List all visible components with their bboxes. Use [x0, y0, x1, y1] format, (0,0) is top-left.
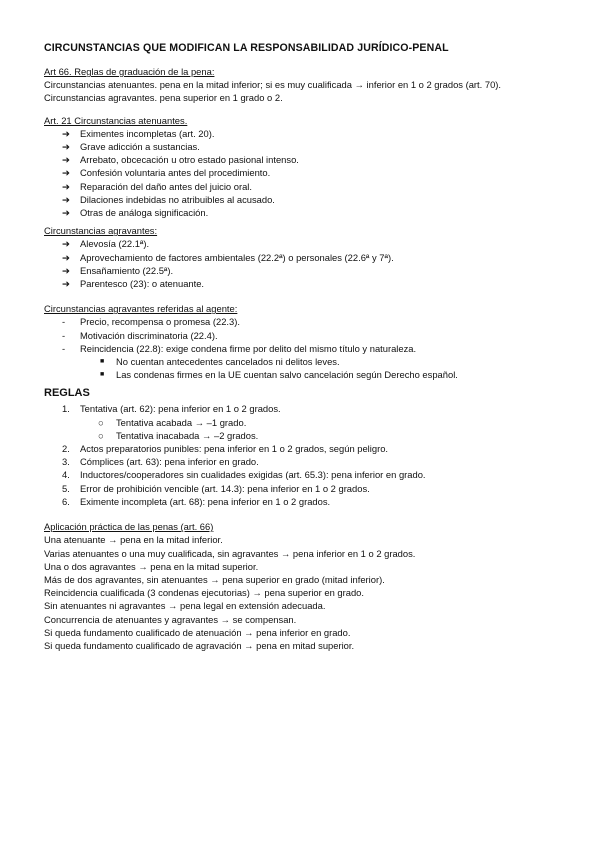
- list-item: [44, 468, 564, 481]
- art66-section: [44, 65, 564, 105]
- arrow-bullet-icon: ➔: [62, 207, 70, 219]
- list-item-text: No cuentan antecedentes cancelados ni delitos leves.: [116, 356, 340, 368]
- aplicacion-line: Si queda fundamento cualificado de atenuación → pena inferior en grado.: [44, 626, 351, 638]
- list-number: 4.: [62, 469, 70, 481]
- list-item-text: Parentesco (23): o atenuante.: [80, 278, 205, 290]
- arrow-bullet-icon: ➔: [62, 141, 70, 153]
- list-item-text: Ensañamiento (22.5ª).: [80, 264, 174, 276]
- aplicacion-line: Varias atenuantes o una muy cualificada, sin agravantes → pena inferior en 1 o 2 grados.: [44, 547, 416, 559]
- arrow-bullet-icon: ➔: [62, 180, 70, 192]
- agente-heading: Circunstancias agravantes referidas al agente:: [44, 303, 238, 315]
- list-number: 6.: [62, 495, 70, 507]
- arrow-bullet-icon: ➔: [62, 238, 70, 250]
- list-item-text: Confesión voluntaria antes del procedimiento.: [80, 167, 271, 179]
- arrow-bullet-icon: ➔: [62, 154, 70, 166]
- list-number: 5.: [62, 482, 70, 494]
- list-item-text: Eximente incompleta (art. 68): pena inferior en 1 o 2 grados.: [80, 495, 331, 507]
- list-item: [44, 455, 564, 468]
- list-item-text: Dilaciones indebidas no atribuibles al acusado.: [80, 193, 275, 205]
- reincidencia-sublist: [44, 355, 564, 381]
- dash-bullet-icon: -: [62, 342, 66, 354]
- dash-bullet-icon: -: [62, 329, 66, 341]
- aplicacion-line: Una atenuante → pena en la mitad inferior.: [44, 534, 223, 546]
- list-number: 2.: [62, 443, 70, 455]
- list-item-text: Actos preparatorios punibles: pena inferior en 1 o 2 grados, según peligro.: [80, 443, 389, 455]
- list-item: [44, 429, 564, 442]
- list-item: [44, 237, 564, 250]
- art66-line: Circunstancias atenuantes. pena en la mitad inferior; si es muy cualificada → inferior en 1 o 2 grados (art. 70).: [44, 79, 502, 91]
- list-item: [44, 206, 564, 219]
- atenuantes-list: [44, 127, 564, 219]
- aplicacion-line: Sin atenuantes ni agravantes → pena legal en extensión adecuada.: [44, 600, 326, 612]
- list-item: [44, 482, 564, 495]
- aplicacion-line: Reincidencia cualificada (3 condenas ejecutorias) → pena superior en grado.: [44, 587, 364, 599]
- list-item: [44, 368, 564, 381]
- aplicacion-line: Concurrencia de atenuantes y agravantes → se compensan.: [44, 613, 297, 625]
- list-item-text: Cómplices (art. 63): pena inferior en grado.: [80, 456, 259, 468]
- square-bullet-icon: ■: [100, 371, 105, 379]
- list-item-text: Otras de análoga significación.: [80, 207, 209, 219]
- list-item: [44, 251, 564, 264]
- list-item: [44, 127, 564, 140]
- list-item-text: Eximentes incompletas (art. 20).: [80, 127, 215, 139]
- list-item-text: Precio, recompensa o promesa (22.3).: [80, 316, 240, 328]
- art21-heading: Art. 21 Circunstancias atenuantes.: [44, 114, 188, 126]
- list-number: 1.: [62, 403, 70, 415]
- aplicacion-line: Una o dos agravantes → pena en la mitad superior.: [44, 560, 259, 572]
- list-number: 3.: [62, 456, 70, 468]
- agente-section: [44, 302, 564, 381]
- list-item: [44, 140, 564, 153]
- list-item-text: Tentativa acabada → –1 grado.: [116, 416, 247, 428]
- list-item-text: Tentativa inacabada → –2 grados.: [116, 429, 259, 441]
- list-item: [44, 193, 564, 206]
- aplicacion-line: Si queda fundamento cualificado de agravación → pena en mitad superior.: [44, 639, 355, 651]
- list-item: [44, 402, 564, 415]
- list-item-text: Reincidencia (22.8): exige condena firme por delito del mismo título y naturaleza.: [80, 342, 417, 354]
- reglas-list-continued: [44, 442, 564, 508]
- arrow-bullet-icon: ➔: [62, 278, 70, 290]
- list-item-text: Tentativa (art. 62): pena inferior en 1 o 2 grados.: [80, 403, 281, 415]
- arrow-bullet-icon: ➔: [62, 193, 70, 205]
- aplicacion-section: [44, 520, 564, 652]
- list-item: [44, 416, 564, 429]
- list-item: [44, 180, 564, 193]
- list-item-text: Grave adicción a sustancias.: [80, 141, 200, 153]
- list-item-text: Motivación discriminatoria (22.4).: [80, 329, 218, 341]
- circle-bullet-icon: ○: [98, 416, 104, 428]
- agravantes-list: [44, 237, 564, 290]
- list-item-text: Inductores/cooperadores sin cualidades exigidas (art. 65.3): pena inferior en grado.: [80, 469, 426, 481]
- art66-line: Circunstancias agravantes. pena superior en 1 grado o 2.: [44, 92, 283, 104]
- tentativa-sublist: [44, 416, 564, 442]
- agente-list: [44, 315, 564, 355]
- reglas-section: [44, 387, 564, 508]
- square-bullet-icon: ■: [100, 358, 105, 366]
- aplicacion-heading: Aplicación práctica de las penas (art. 66): [44, 521, 214, 533]
- list-item: [44, 315, 564, 328]
- list-item: [44, 442, 564, 455]
- list-item-text: Arrebato, obcecación u otro estado pasional intenso.: [80, 154, 299, 166]
- document-title: CIRCUNSTANCIAS QUE MODIFICAN LA RESPONSABILIDAD JURÍDICO-PENAL: [44, 42, 449, 54]
- art21-section: [44, 114, 564, 220]
- arrow-bullet-icon: ➔: [62, 251, 70, 263]
- reglas-list: [44, 402, 564, 415]
- list-item-text: Error de prohibición vencible (art. 14.3): pena inferior en 1 o 2 grados.: [80, 482, 370, 494]
- list-item: [44, 355, 564, 368]
- list-item: [44, 166, 564, 179]
- agravantes-section: [44, 224, 564, 290]
- list-item: [44, 329, 564, 342]
- dash-bullet-icon: -: [62, 316, 66, 328]
- list-item: [44, 342, 564, 355]
- list-item-text: Aprovechamiento de factores ambientales (22.2ª) o personales (22.6ª y 7ª).: [80, 251, 394, 263]
- art66-heading: Art 66. Reglas de graduación de la pena:: [44, 66, 215, 77]
- list-item: [44, 495, 564, 508]
- arrow-bullet-icon: ➔: [62, 264, 70, 276]
- arrow-bullet-icon: ➔: [62, 127, 70, 139]
- aplicacion-line: Más de dos agravantes, sin atenuantes → pena superior en grado (mitad inferior).: [44, 573, 385, 585]
- reglas-heading: REGLAS: [44, 387, 90, 400]
- list-item-text: Las condenas firmes en la UE cuentan salvo cancelación según Derecho español.: [116, 369, 458, 381]
- document-page: [44, 42, 564, 652]
- circle-bullet-icon: ○: [98, 429, 104, 441]
- list-item: [44, 264, 564, 277]
- list-item-text: Alevosía (22.1ª).: [80, 238, 150, 250]
- list-item: [44, 277, 564, 290]
- agravantes-heading: Circunstancias agravantes:: [44, 225, 158, 237]
- arrow-bullet-icon: ➔: [62, 167, 70, 179]
- list-item-text: Reparación del daño antes del juicio oral.: [80, 180, 252, 192]
- list-item: [44, 153, 564, 166]
